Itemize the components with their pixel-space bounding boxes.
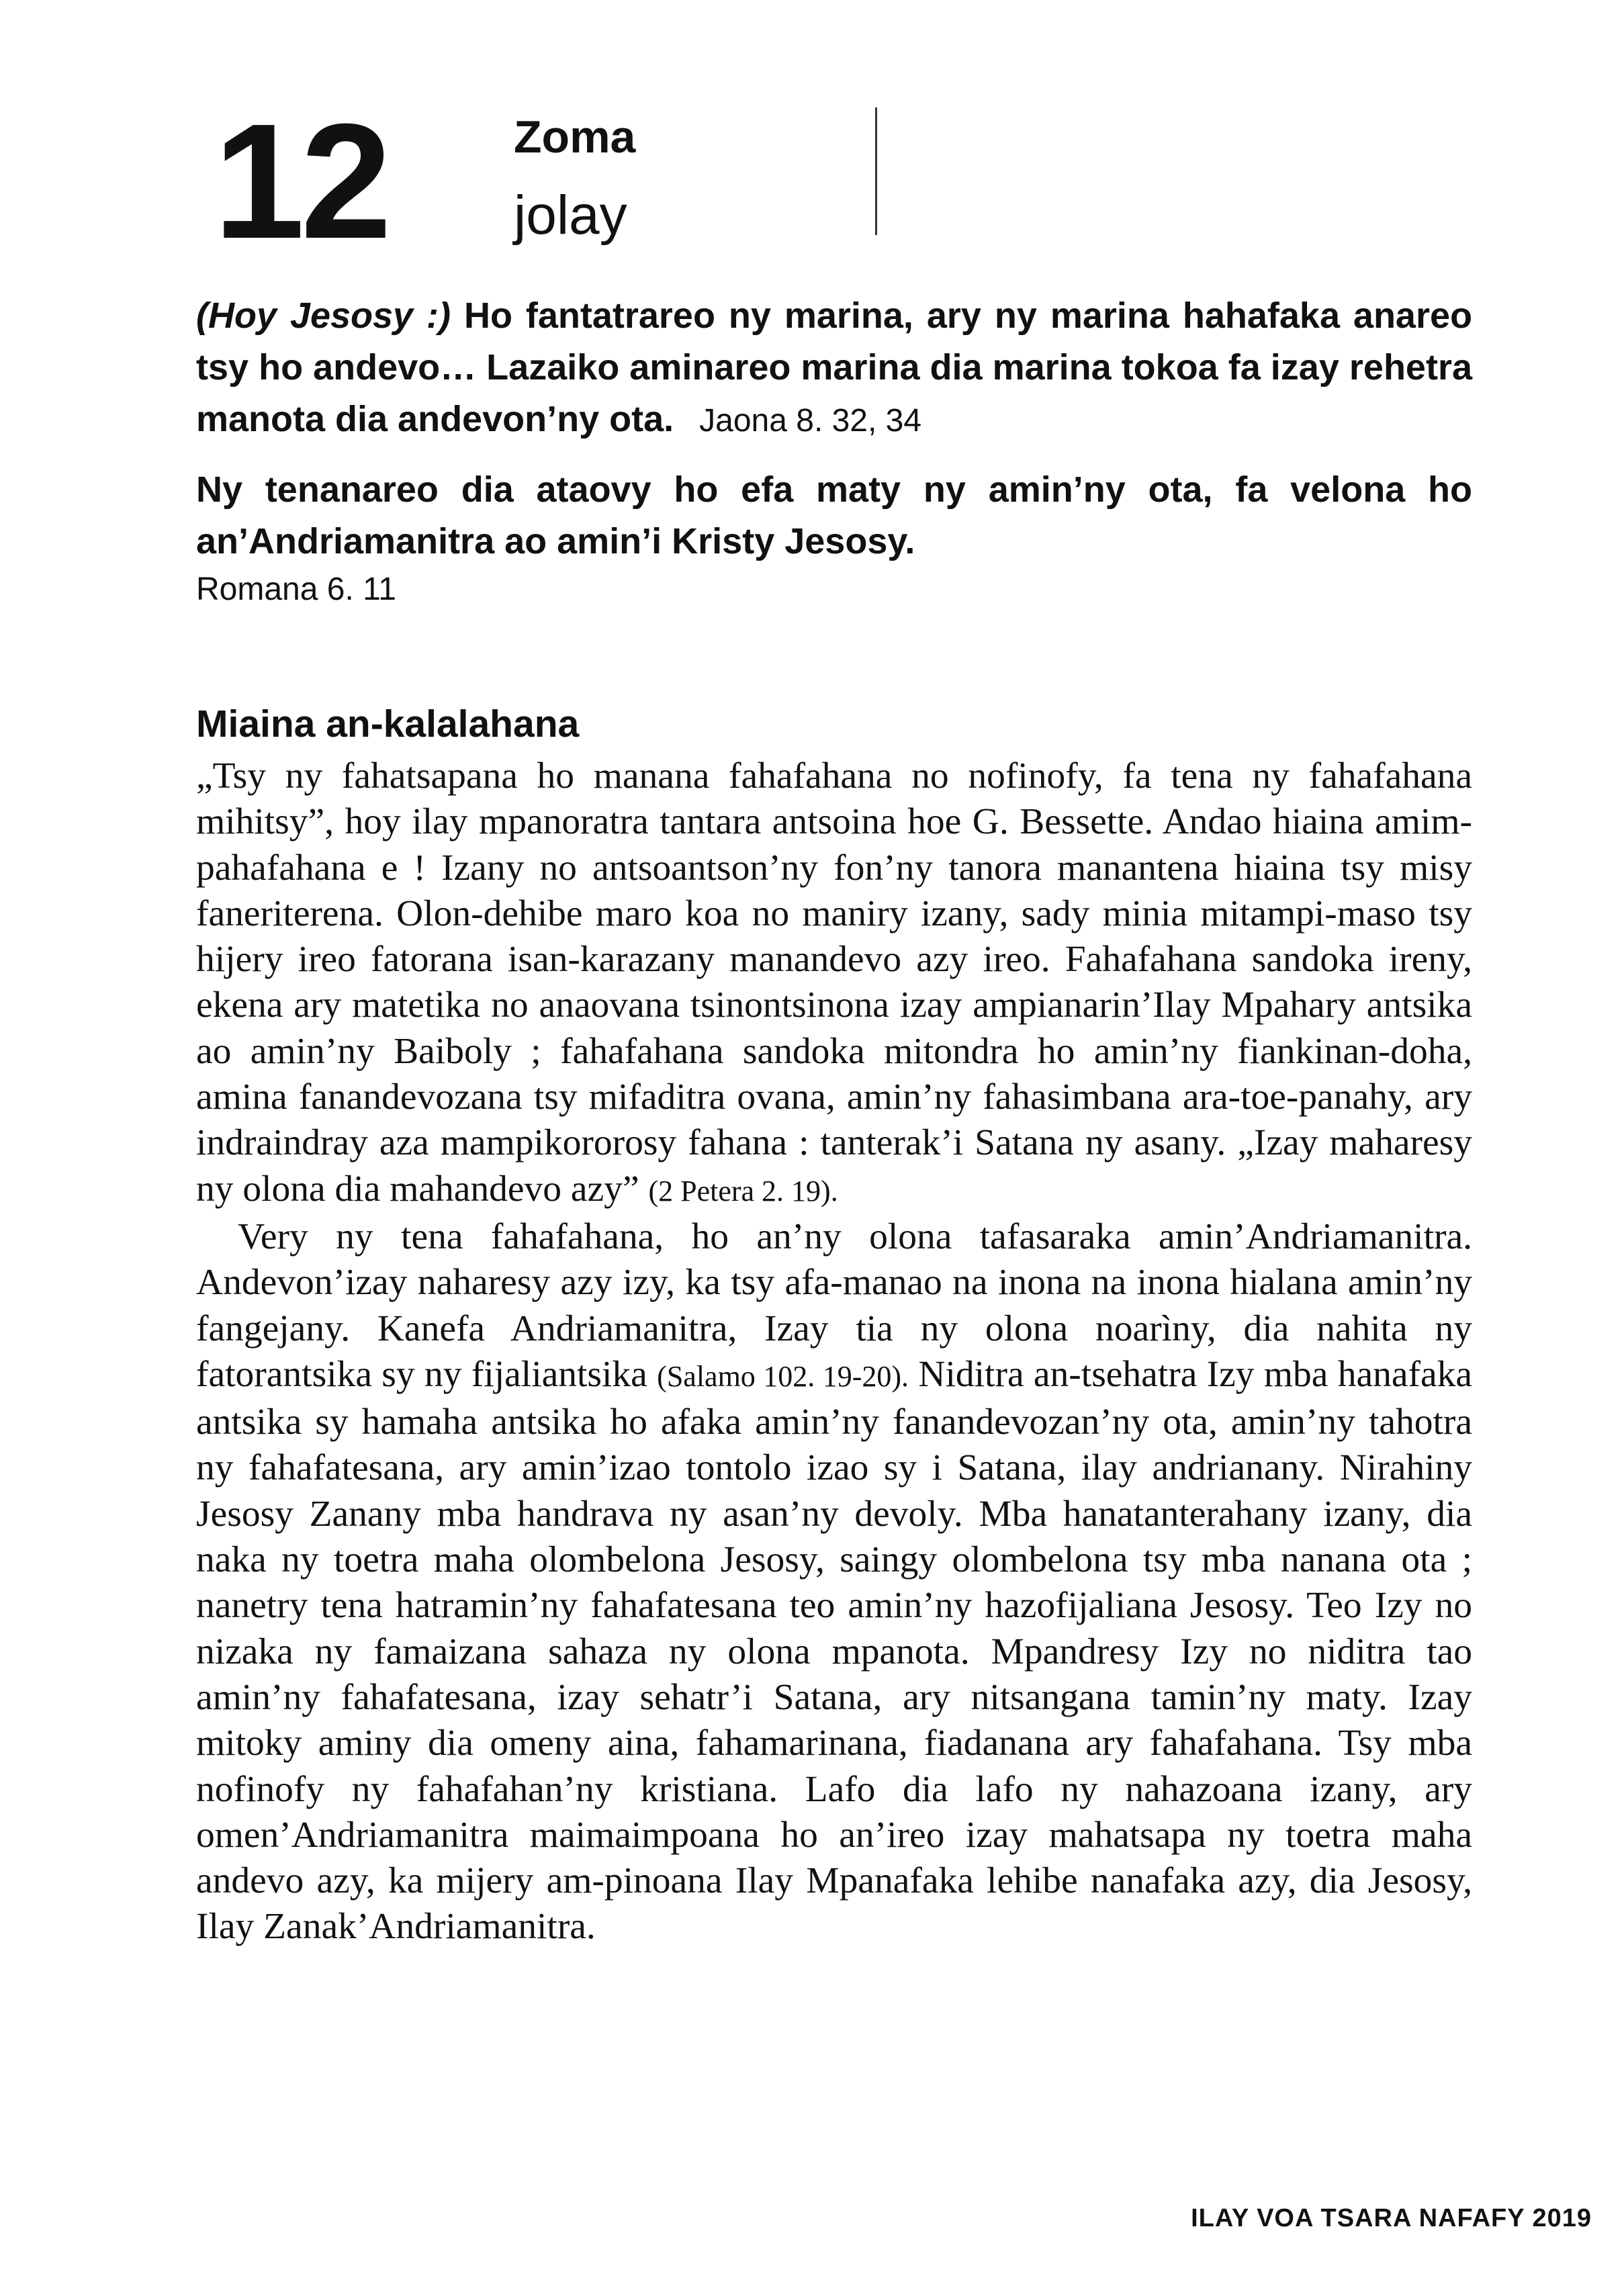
body-paragraph-1 bbox=[196, 754, 1472, 1214]
verse-first-reference: Jaona 8. 32, 34 bbox=[699, 403, 922, 439]
weekday-label: Zoma bbox=[514, 111, 636, 163]
meditation-body bbox=[196, 754, 1472, 1950]
verse-second-reference: Romana 6. 11 bbox=[196, 572, 396, 607]
body-paragraph-2-citation: (Salamo 102. 19-20). bbox=[657, 1359, 909, 1393]
header-divider bbox=[875, 107, 877, 235]
body-paragraph-1-citation: (2 Petera 2. 19). bbox=[648, 1174, 838, 1208]
body-paragraph-2-text-a: Very ny tena fahafahana, ho an’ny olona tafasaraka amin’Andriamanitra. Andevon’izay naharesy azy izy, ka tsy afa-manao na inona na inona hialana amin’ny fangejany. Kanefa Andriamanitra, Izay tia ny olona noarìny, dia nahita ny fatorantsika sy ny fijaliantsika bbox=[196, 1216, 1472, 1395]
daily-verses bbox=[196, 290, 1472, 612]
verse-first bbox=[196, 290, 1472, 447]
body-paragraph-2 bbox=[196, 1214, 1472, 1950]
verse-first-text: Ho fantatrareo ny marina, ary ny marina hahafaka anareo tsy ho andevo… Lazaiko aminareo marina dia marina tokoa fa izay rehetra manota dia andevon’ny ota. bbox=[196, 295, 1473, 439]
verse-second-text: Ny tenanareo dia ataovy ho efa maty ny amin’ny ota, fa velona ho an’Andriamanitra ao amin’i Kristy Jesosy. bbox=[196, 469, 1472, 561]
day-number: 12 bbox=[214, 89, 388, 273]
body-paragraph-2-text-b: Niditra an-tsehatra Izy mba hanafaka antsika sy hamaha antsika ho afaka amin’ny fanandevozan’ny ota, amin’ny tahotra ny fahafatesana, ary amin’izao tontolo izao sy i Satana, ilay andrianany. Nirahiny Jesosy Zanany mba handrava ny asan’ny devoly. Mba hanatanterahany izany, dia naka ny toetra maha olombelona Jesosy, saingy olombelona tsy mba nanana ota ; nanetry tena hatramin’ny fahafatesana teo amin’ny hazofijaliana Jesosy. Teo Izy no nizaka ny famaizana sahaza ny olona mpanota. Mpandresy Izy no niditra tao amin’ny fahafatesana, izay sehatr’i Satana, ary nitsangana tamin’ny maty. Izay mitoky aminy dia omeny aina, fahamarinana, fiadanana ary fahafahana. Tsy mba nofinofy ny fahafahan’ny kristiana. Lafo dia lafo ny nahazoana izany, ary omen’Andriamanitra maimaimpoana ho an’ireo izay mahatsapa ny toetra maha andevo azy, ka mijery am-pinoana Ilay Mpanafaka lehibe nanafaka azy, dia Jesosy, Ilay Zanak’Andriamanitra. bbox=[196, 1353, 1473, 1948]
footer-publication: ILAY VOA TSARA NAFAFY 2019 bbox=[1191, 2204, 1592, 2232]
verse-second bbox=[196, 464, 1472, 612]
month-label: jolay bbox=[514, 185, 627, 246]
body-paragraph-1-text: „Tsy ny fahatsapana ho manana fahafahana no nofinofy, fa tena ny fahafahana mihitsy”, hoy ilay mpanoratra tantara antsoina hoe G. Bessette. Andao hiaina amim-pahafahana e ! Izany no antsoantson’ny fon’ny tanora manantena hiaina tsy misy faneriterena. Olon-dehibe maro koa no maniry izany, sady minia mitampi-maso tsy hijery ireo fatorana isan-karazany manandevo azy ireo. Fahafahana sandoka ireny, ekena ary matetika no anaovana tsinontsinona izay ampianarin’Ilay Mpahary antsika ao amin’ny Baiboly ; fahafahana sandoka mitondra ho amin’ny fiankinan-doha, amina fanandevozana tsy mifaditra ovana, amin’ny fahasimbana ara-toe-panahy, ary indraindray aza mampikororosy fahana : tanterak’i Satana ny asany. „Izay maharesy ny olona dia mahandevo azy” bbox=[196, 756, 1472, 1210]
verse-first-lead: (Hoy Jesosy :) bbox=[196, 295, 451, 336]
section-title: Miaina an-kalalahana bbox=[196, 702, 580, 745]
